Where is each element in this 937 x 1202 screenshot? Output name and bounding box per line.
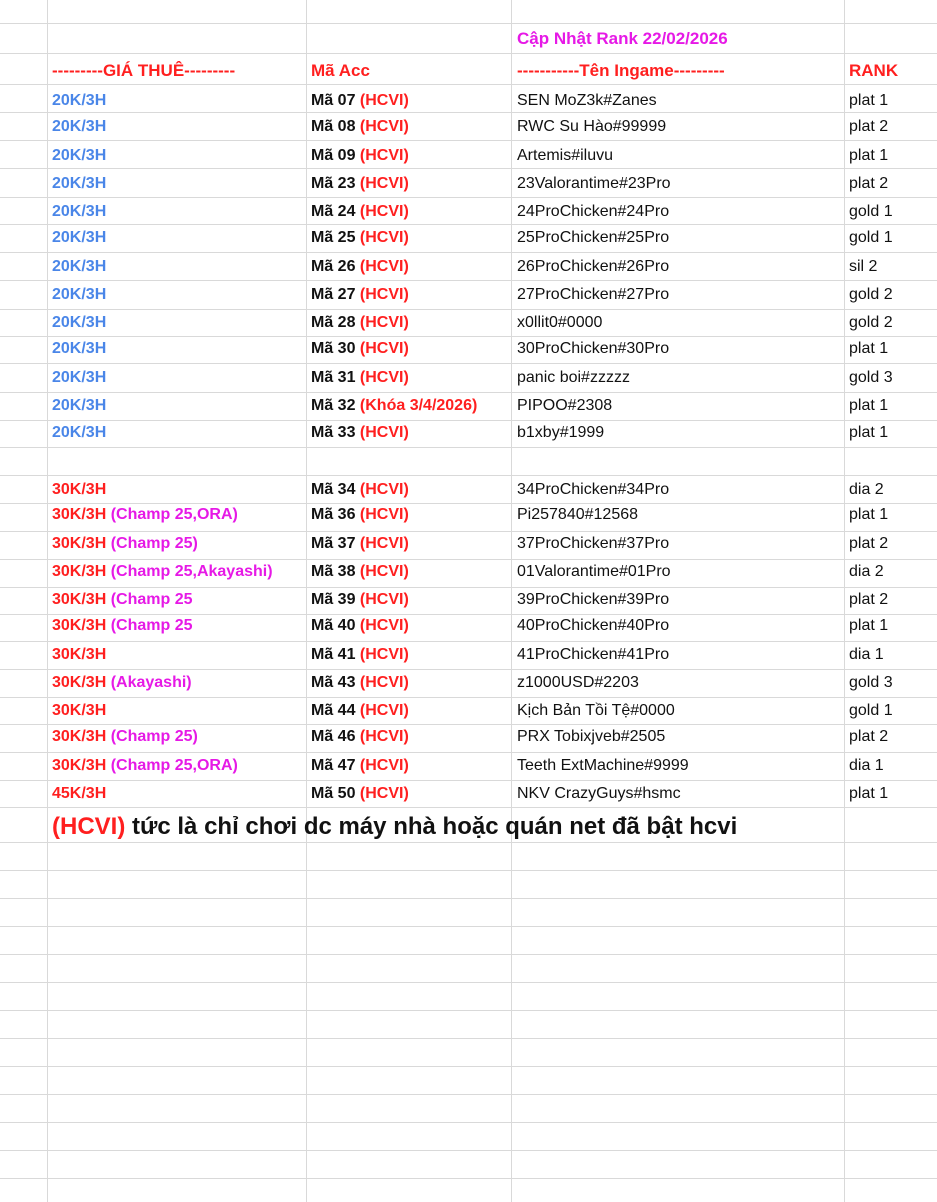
price-value: 30K/3H bbox=[52, 563, 107, 580]
grid-row-line bbox=[0, 898, 937, 899]
account-code-cell[interactable] bbox=[311, 335, 409, 362]
rank-cell[interactable]: plat 1 bbox=[849, 424, 889, 441]
account-code: Mã 36 bbox=[311, 506, 356, 523]
grid-row-line bbox=[0, 280, 937, 281]
price-note: (Champ 25,ORA) bbox=[110, 506, 238, 523]
rank-cell[interactable]: dia 2 bbox=[849, 481, 884, 498]
header-price[interactable]: ---------GIÁ THUÊ--------- bbox=[52, 61, 236, 80]
price-cell[interactable] bbox=[52, 253, 106, 280]
rank-cell[interactable]: plat 1 bbox=[849, 617, 889, 634]
rank-cell[interactable]: plat 1 bbox=[849, 147, 889, 164]
note-text: tức là chỉ chơi dc máy nhà hoặc quán net đã bật hcvi bbox=[125, 813, 738, 840]
account-code: Mã 23 bbox=[311, 175, 356, 192]
grid-column-line bbox=[306, 0, 307, 1202]
grid-column-line bbox=[511, 0, 512, 1202]
account-code-cell[interactable] bbox=[311, 170, 409, 197]
ingame-name-cell[interactable]: 40ProChicken#40Pro bbox=[517, 617, 670, 634]
price-value: 20K/3H bbox=[52, 229, 107, 246]
account-status: (HCVI) bbox=[359, 286, 409, 303]
account-code-cell[interactable] bbox=[311, 752, 409, 779]
grid-row-line bbox=[0, 140, 937, 141]
ingame-name-cell[interactable]: 25ProChicken#25Pro bbox=[517, 229, 670, 246]
account-code-cell[interactable] bbox=[311, 419, 409, 446]
rank-cell[interactable]: plat 1 bbox=[849, 92, 889, 109]
account-status: (HCVI) bbox=[359, 535, 409, 552]
price-cell[interactable] bbox=[52, 752, 238, 779]
grid-row-line bbox=[0, 224, 937, 225]
account-status: (Khóa 3/4/2026) bbox=[359, 397, 478, 414]
rank-cell[interactable]: plat 2 bbox=[849, 591, 889, 608]
account-code: Mã 27 bbox=[311, 286, 356, 303]
grid-column-line bbox=[844, 0, 845, 1202]
price-value: 30K/3H bbox=[52, 646, 107, 663]
rank-cell[interactable]: plat 2 bbox=[849, 728, 889, 745]
account-status: (HCVI) bbox=[359, 506, 409, 523]
account-code: Mã 25 bbox=[311, 229, 356, 246]
price-cell[interactable] bbox=[52, 530, 198, 557]
price-cell[interactable] bbox=[52, 669, 192, 696]
account-code: Mã 24 bbox=[311, 203, 356, 220]
account-code: Mã 43 bbox=[311, 674, 356, 691]
account-code-cell[interactable] bbox=[311, 87, 409, 114]
price-cell[interactable] bbox=[52, 335, 106, 362]
rank-cell[interactable]: plat 1 bbox=[849, 340, 889, 357]
grid-row-line bbox=[0, 807, 937, 808]
ingame-name-cell[interactable]: b1xby#1999 bbox=[517, 424, 605, 441]
grid-row-line bbox=[0, 641, 937, 642]
grid-row-line bbox=[0, 309, 937, 310]
ingame-name-cell[interactable]: 27ProChicken#27Pro bbox=[517, 286, 670, 303]
ingame-name-cell[interactable]: Kịch Bản Tồi Tệ#0000 bbox=[517, 702, 675, 719]
ingame-name-cell[interactable]: 39ProChicken#39Pro bbox=[517, 591, 670, 608]
rank-cell[interactable]: plat 2 bbox=[849, 535, 889, 552]
rank-cell[interactable]: gold 2 bbox=[849, 286, 893, 303]
grid-row-line bbox=[0, 447, 937, 448]
ingame-name-cell[interactable]: 34ProChicken#34Pro bbox=[517, 481, 670, 498]
price-cell[interactable] bbox=[52, 364, 106, 391]
account-code-cell[interactable] bbox=[311, 530, 409, 557]
rank-cell[interactable]: gold 1 bbox=[849, 229, 893, 246]
price-value: 30K/3H bbox=[52, 481, 107, 498]
price-cell[interactable] bbox=[52, 780, 106, 807]
price-value: 30K/3H bbox=[52, 617, 107, 634]
account-status: (HCVI) bbox=[359, 481, 409, 498]
grid-row-line bbox=[0, 363, 937, 364]
account-status: (HCVI) bbox=[359, 203, 409, 220]
price-cell[interactable] bbox=[52, 723, 198, 750]
price-cell[interactable] bbox=[52, 641, 106, 668]
account-status: (HCVI) bbox=[359, 591, 409, 608]
rank-cell[interactable]: gold 2 bbox=[849, 314, 893, 331]
price-cell[interactable] bbox=[52, 476, 106, 503]
grid-row-line bbox=[0, 53, 937, 54]
account-status: (HCVI) bbox=[359, 728, 409, 745]
header-code[interactable]: Mã Acc bbox=[311, 61, 370, 80]
rank-cell[interactable]: plat 1 bbox=[849, 785, 889, 802]
grid-row-line bbox=[0, 420, 937, 421]
account-status: (HCVI) bbox=[359, 563, 409, 580]
price-cell[interactable] bbox=[52, 113, 106, 140]
account-code-cell[interactable] bbox=[311, 669, 409, 696]
grid-row-line bbox=[0, 780, 937, 781]
rank-cell[interactable]: plat 2 bbox=[849, 118, 889, 135]
price-cell[interactable] bbox=[52, 586, 193, 613]
rank-cell[interactable]: plat 1 bbox=[849, 506, 889, 523]
price-note: (Champ 25 bbox=[110, 617, 193, 634]
rank-cell[interactable]: gold 1 bbox=[849, 702, 893, 719]
account-code: Mã 40 bbox=[311, 617, 356, 634]
price-cell[interactable] bbox=[52, 87, 106, 114]
price-value: 20K/3H bbox=[52, 340, 107, 357]
price-cell[interactable] bbox=[52, 612, 193, 639]
price-note: (Champ 25,Akayashi) bbox=[110, 563, 273, 580]
price-value: 20K/3H bbox=[52, 203, 107, 220]
grid-row-line bbox=[0, 954, 937, 955]
price-value: 20K/3H bbox=[52, 92, 107, 109]
grid-row-line bbox=[0, 475, 937, 476]
hcvi-note[interactable] bbox=[52, 810, 737, 844]
account-code-cell[interactable] bbox=[311, 612, 409, 639]
price-value: 20K/3H bbox=[52, 118, 107, 135]
account-code: Mã 28 bbox=[311, 314, 356, 331]
grid-column-line bbox=[47, 0, 48, 1202]
account-code: Mã 37 bbox=[311, 535, 356, 552]
price-value: 30K/3H bbox=[52, 757, 107, 774]
account-code: Mã 39 bbox=[311, 591, 356, 608]
account-code-cell[interactable] bbox=[311, 364, 409, 391]
account-code-cell[interactable] bbox=[311, 309, 409, 336]
account-code-cell[interactable] bbox=[311, 224, 409, 251]
account-code-cell[interactable] bbox=[311, 641, 409, 668]
ingame-name-cell[interactable]: 23Valorantime#23Pro bbox=[517, 175, 671, 192]
price-value: 20K/3H bbox=[52, 397, 107, 414]
account-code: Mã 08 bbox=[311, 118, 356, 135]
account-code: Mã 33 bbox=[311, 424, 356, 441]
account-code-cell[interactable] bbox=[311, 501, 409, 528]
ingame-name-cell[interactable]: NKV CrazyGuys#hsmc bbox=[517, 785, 681, 802]
account-code: Mã 34 bbox=[311, 481, 356, 498]
account-code: Mã 31 bbox=[311, 369, 356, 386]
rank-cell[interactable]: gold 3 bbox=[849, 674, 893, 691]
account-code-cell[interactable] bbox=[311, 253, 409, 280]
ingame-name-cell[interactable]: Teeth ExtMachine#9999 bbox=[517, 757, 689, 774]
grid-row-line bbox=[0, 982, 937, 983]
rank-cell[interactable]: gold 3 bbox=[849, 369, 893, 386]
account-code: Mã 44 bbox=[311, 702, 356, 719]
account-code: Mã 07 bbox=[311, 92, 356, 109]
grid-row-line bbox=[0, 870, 937, 871]
account-status: (HCVI) bbox=[359, 340, 409, 357]
grid-row-line bbox=[0, 1038, 937, 1039]
price-value: 30K/3H bbox=[52, 506, 107, 523]
price-note: (Champ 25 bbox=[110, 591, 193, 608]
price-cell[interactable] bbox=[52, 281, 106, 308]
price-value: 20K/3H bbox=[52, 369, 107, 386]
ingame-name-cell[interactable]: 41ProChicken#41Pro bbox=[517, 646, 670, 663]
account-status: (HCVI) bbox=[359, 757, 409, 774]
account-code-cell[interactable] bbox=[311, 780, 409, 807]
account-status: (HCVI) bbox=[359, 369, 409, 386]
price-cell[interactable] bbox=[52, 501, 238, 528]
grid-row-line bbox=[0, 336, 937, 337]
ingame-name-cell[interactable]: 30ProChicken#30Pro bbox=[517, 340, 670, 357]
account-status: (HCVI) bbox=[359, 229, 409, 246]
price-cell[interactable] bbox=[52, 142, 106, 169]
price-cell[interactable] bbox=[52, 392, 106, 419]
ingame-name-cell[interactable]: Artemis#iluvu bbox=[517, 147, 614, 164]
grid-row-line bbox=[0, 84, 937, 85]
ingame-name-cell[interactable]: 24ProChicken#24Pro bbox=[517, 203, 670, 220]
grid-row-line bbox=[0, 1150, 937, 1151]
price-value: 20K/3H bbox=[52, 258, 107, 275]
price-value: 30K/3H bbox=[52, 535, 107, 552]
account-code: Mã 32 bbox=[311, 397, 356, 414]
account-status: (HCVI) bbox=[359, 785, 409, 802]
price-cell[interactable] bbox=[52, 309, 106, 336]
price-note: (Champ 25,ORA) bbox=[110, 757, 238, 774]
ingame-name-cell[interactable]: Pi257840#12568 bbox=[517, 506, 639, 523]
account-code-cell[interactable] bbox=[311, 281, 409, 308]
account-code-cell[interactable] bbox=[311, 392, 477, 419]
account-status: (HCVI) bbox=[359, 617, 409, 634]
account-status: (HCVI) bbox=[359, 118, 409, 135]
account-code-cell[interactable] bbox=[311, 723, 409, 750]
note-tag: (HCVI) bbox=[52, 813, 126, 840]
price-note: (Akayashi) bbox=[110, 674, 192, 691]
ingame-name-cell[interactable]: SEN MoZ3k#Zanes bbox=[517, 92, 657, 109]
rank-cell[interactable]: dia 1 bbox=[849, 646, 884, 663]
account-code: Mã 30 bbox=[311, 340, 356, 357]
account-code-cell[interactable] bbox=[311, 586, 409, 613]
account-status: (HCVI) bbox=[359, 258, 409, 275]
grid-row-line bbox=[0, 197, 937, 198]
grid-row-line bbox=[0, 697, 937, 698]
price-cell[interactable] bbox=[52, 697, 106, 724]
account-code-cell[interactable] bbox=[311, 113, 409, 140]
price-value: 45K/3H bbox=[52, 785, 107, 802]
ingame-name-cell[interactable]: PRX Tobixjveb#2505 bbox=[517, 728, 666, 745]
ingame-name-cell[interactable]: x0llit0#0000 bbox=[517, 314, 603, 331]
account-status: (HCVI) bbox=[359, 147, 409, 164]
account-code: Mã 47 bbox=[311, 757, 356, 774]
price-value: 20K/3H bbox=[52, 424, 107, 441]
ingame-name-cell[interactable]: 37ProChicken#37Pro bbox=[517, 535, 670, 552]
grid-row-line bbox=[0, 1010, 937, 1011]
price-value: 20K/3H bbox=[52, 286, 107, 303]
rank-cell[interactable]: dia 1 bbox=[849, 757, 884, 774]
account-code-cell[interactable] bbox=[311, 198, 409, 225]
grid-row-line bbox=[0, 1066, 937, 1067]
ingame-name-cell[interactable]: panic boi#zzzzz bbox=[517, 369, 630, 386]
account-status: (HCVI) bbox=[359, 424, 409, 441]
grid-row-line bbox=[0, 1178, 937, 1179]
price-cell[interactable] bbox=[52, 419, 106, 446]
account-status: (HCVI) bbox=[359, 314, 409, 331]
price-cell[interactable] bbox=[52, 198, 106, 225]
grid-row-line bbox=[0, 1122, 937, 1123]
grid-row-line bbox=[0, 252, 937, 253]
account-status: (HCVI) bbox=[359, 702, 409, 719]
account-code: Mã 26 bbox=[311, 258, 356, 275]
account-code-cell[interactable] bbox=[311, 476, 409, 503]
price-value: 20K/3H bbox=[52, 175, 107, 192]
price-cell[interactable] bbox=[52, 170, 106, 197]
ingame-name-cell[interactable]: 26ProChicken#26Pro bbox=[517, 258, 670, 275]
account-code-cell[interactable] bbox=[311, 697, 409, 724]
account-status: (HCVI) bbox=[359, 175, 409, 192]
ingame-name-cell[interactable]: PIPOO#2308 bbox=[517, 397, 613, 414]
grid-row-line bbox=[0, 926, 937, 927]
rank-cell[interactable]: plat 2 bbox=[849, 175, 889, 192]
grid-row-line bbox=[0, 1094, 937, 1095]
ingame-name-cell[interactable]: z1000USD#2203 bbox=[517, 674, 639, 691]
account-code: Mã 50 bbox=[311, 785, 356, 802]
price-cell[interactable] bbox=[52, 224, 106, 251]
account-code: Mã 09 bbox=[311, 147, 356, 164]
price-value: 20K/3H bbox=[52, 314, 107, 331]
price-cell[interactable] bbox=[52, 558, 273, 585]
grid-row-line bbox=[0, 112, 937, 113]
price-value: 30K/3H bbox=[52, 674, 107, 691]
price-value: 30K/3H bbox=[52, 728, 107, 745]
header-rank[interactable]: RANK bbox=[849, 61, 899, 80]
price-value: 20K/3H bbox=[52, 147, 107, 164]
header-name[interactable]: -----------Tên Ingame--------- bbox=[517, 61, 725, 80]
ingame-name-cell[interactable]: 01Valorantime#01Pro bbox=[517, 563, 671, 580]
account-status: (HCVI) bbox=[359, 92, 409, 109]
rank-cell[interactable]: sil 2 bbox=[849, 258, 878, 275]
ingame-name-cell[interactable]: RWC Su Hào#99999 bbox=[517, 118, 667, 135]
price-note: (Champ 25) bbox=[110, 535, 198, 552]
rank-cell[interactable]: gold 1 bbox=[849, 203, 893, 220]
account-status: (HCVI) bbox=[359, 646, 409, 663]
price-note: (Champ 25) bbox=[110, 728, 198, 745]
account-code-cell[interactable] bbox=[311, 142, 409, 169]
rank-cell[interactable]: dia 2 bbox=[849, 563, 884, 580]
account-code: Mã 38 bbox=[311, 563, 356, 580]
rank-cell[interactable]: plat 1 bbox=[849, 397, 889, 414]
account-status: (HCVI) bbox=[359, 674, 409, 691]
update-title[interactable]: Cập Nhật Rank 22/02/2026 bbox=[517, 29, 728, 48]
grid-row-line bbox=[0, 23, 937, 24]
account-code: Mã 41 bbox=[311, 646, 356, 663]
account-code-cell[interactable] bbox=[311, 558, 409, 585]
price-value: 30K/3H bbox=[52, 702, 107, 719]
grid-row-line bbox=[0, 168, 937, 169]
price-value: 30K/3H bbox=[52, 591, 107, 608]
account-code: Mã 46 bbox=[311, 728, 356, 745]
